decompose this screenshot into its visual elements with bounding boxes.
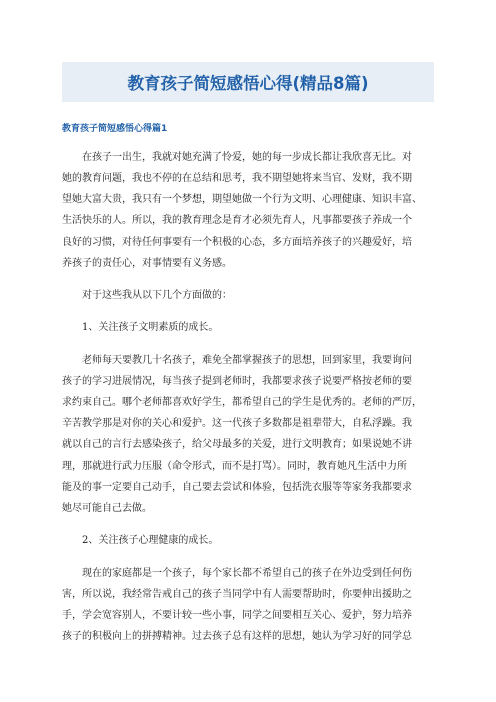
paragraph-line: 理，那就进行武力压服（命令形式，而不是打骂）。同时，教育她凡生活中力所: [62, 460, 407, 472]
paragraph: [62, 563, 434, 648]
paragraph-line: 现在的家庭都是一个孩子，每个家长都不希望自己的孩子在外边受到任何伤: [82, 567, 412, 579]
paragraph-line: 生活快乐的人。所以，我的教育理念是育才必须先育人，凡事都要孩子养成一个: [62, 215, 412, 227]
paragraph-line: 能及的事一定要自己动手，自己要去尝试和体验，包括洗衣服等等家务我都要求: [62, 481, 412, 493]
paragraph-line: 手，学会宽容别人，不要计较一些小事，同学之间要相互关心、爱护，努力培养: [62, 609, 412, 621]
paragraph-line: 在孩子一出生，我就对她充满了怜爱，她的每一步成长都让我欣喜无比。对: [82, 152, 412, 163]
document-title: 教育孩子简短感悟心得(精品8篇): [127, 74, 369, 93]
paragraph-line: 老师每天要教几十名孩子，难免全都掌握孩子的思想，回到家里，我要询问: [82, 354, 412, 366]
paragraph-line: 孩子的积极向上的拼搏精神。过去孩子总有这样的思想，她认为学习好的同学总: [62, 631, 412, 643]
paragraph-line: 就以自己的言行去感染孩子，给父母最多的关爱，进行文明教育；如果说她不讲: [62, 439, 412, 451]
paragraph-line: 养孩子的责任心，对事情要有义务感。: [62, 257, 232, 269]
paragraph-line: 辛苦教学那是对你的关心和爱护。这一代孩子多数都是祖辈带大，自私浮躁。我: [62, 418, 412, 430]
document-body: [62, 147, 434, 658]
paragraph-line: 1、关注孩子文明素质的成长。: [82, 322, 219, 334]
paragraph: [62, 350, 434, 519]
paragraph: [62, 147, 434, 274]
paragraph: [62, 285, 434, 306]
paragraph-line: 对于这些我从以下几个方面做的：: [82, 290, 232, 302]
paragraph-line: 2、关注孩子心理健康的成长。: [82, 535, 219, 547]
paragraph-line: 她的教育问题，我也不停的在总结和思考，我不期望她将来当官、发财，我不期: [62, 173, 412, 185]
section-heading: 教育孩子简短感悟心得篇1: [62, 124, 168, 134]
paragraph-line: 她尽可能自己去做。: [62, 502, 152, 514]
paragraph-line: 害，所以说，我经常告戒自己的孩子当同学中有人需要帮助时，你要伸出援助之: [62, 588, 412, 600]
paragraph-line: 望她大富大贵，我只有一个梦想，期望她做一个行为文明、心理健康、知识丰富、: [62, 194, 422, 206]
paragraph: [62, 530, 434, 551]
paragraph-line: 孩子的学习进展情况，每当孩子提到老师时，我都要求孩子说要严格按老师的要: [62, 375, 412, 387]
paragraph-line: 求约束自己。哪个老师都喜欢好学生，都希望自己的学生是优秀的。老师的严厉，: [62, 397, 422, 409]
paragraph-line: 良好的习惯，对待任何事要有一个积极的心态，多方面培养孩子的兴趣爱好，培: [62, 236, 412, 248]
paragraph: [62, 317, 434, 338]
